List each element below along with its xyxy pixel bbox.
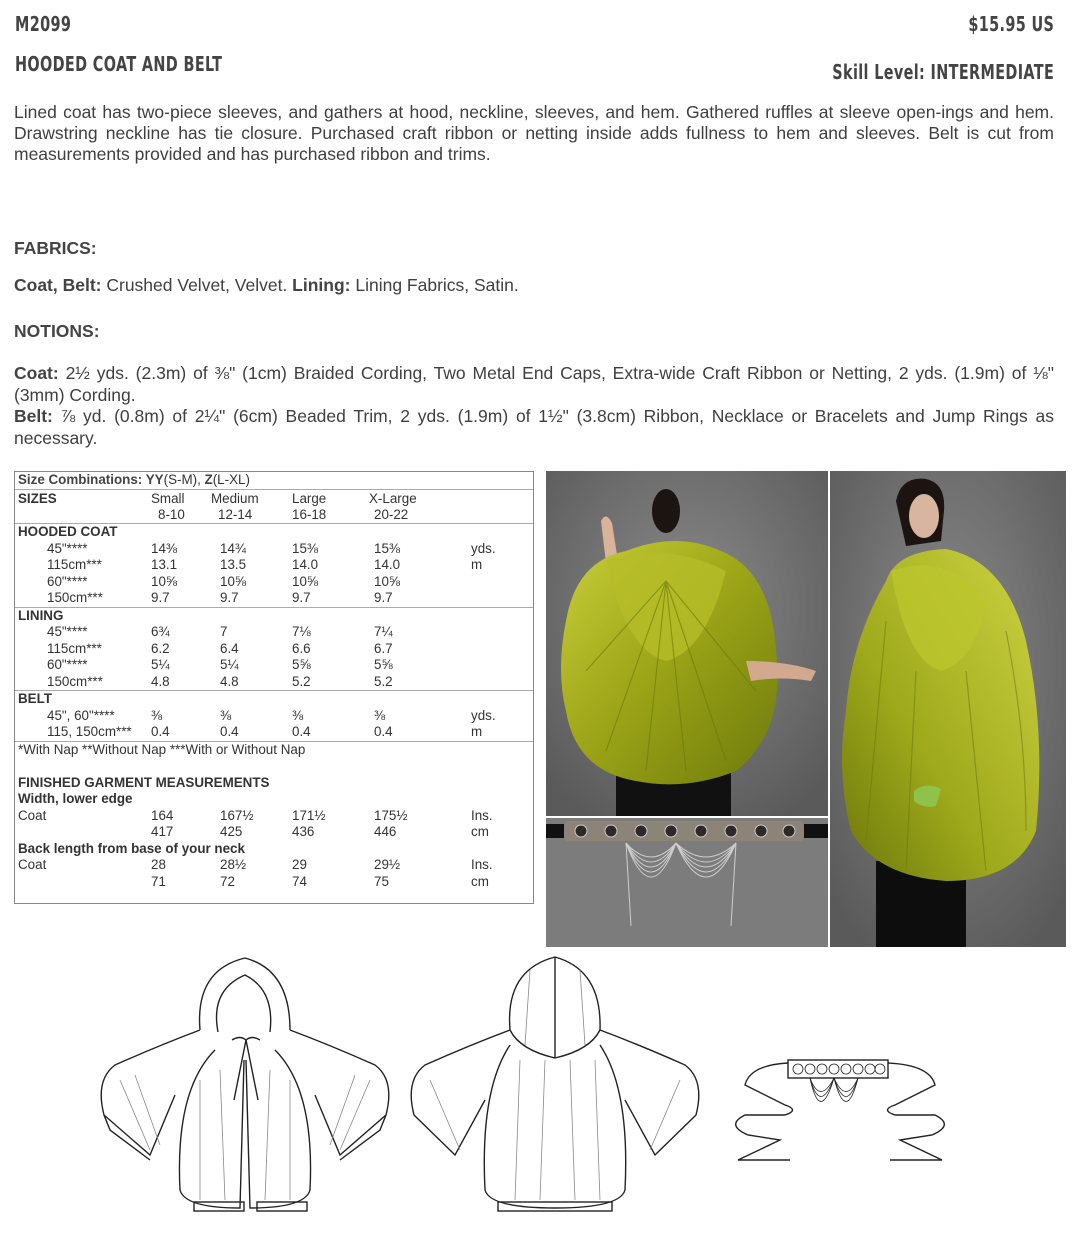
yardage-value: 4.8 xyxy=(151,673,170,689)
yardage-value: 6.6 xyxy=(292,640,311,656)
photo-front-view xyxy=(830,471,1066,947)
photo-back-view xyxy=(546,471,828,816)
yardage-value: 15⅜ xyxy=(292,540,319,556)
yardage-value: 0.4 xyxy=(220,724,239,739)
size-name: Small xyxy=(151,491,185,506)
yardage-row xyxy=(15,724,533,740)
measurement-value: 175½ xyxy=(374,807,408,823)
yardage-value: 0.4 xyxy=(292,724,311,739)
measurement-group-title: Width, lower edge xyxy=(18,791,133,806)
fabrics-text xyxy=(14,275,519,296)
section-title: BELT xyxy=(18,691,52,706)
section-title: LINING xyxy=(18,607,64,623)
unit: m xyxy=(471,557,483,572)
unit: yds. xyxy=(471,540,496,556)
measurement-value: 75 xyxy=(374,873,389,889)
size-name: Large xyxy=(292,491,327,506)
yardage-value: 9.7 xyxy=(220,590,239,605)
unit: Ins. xyxy=(471,857,493,872)
measurement-value: 28 xyxy=(151,857,166,872)
yardage-value: 14¾ xyxy=(220,540,247,556)
measurement-value: 29 xyxy=(292,857,307,872)
measurement-value: 164 xyxy=(151,807,174,823)
fabric-width: 60"**** xyxy=(47,573,88,589)
yardage-value: 0.4 xyxy=(374,724,393,739)
technical-drawings xyxy=(0,950,1080,1229)
yardage-value: 5¼ xyxy=(151,657,170,672)
measurement-value: 28½ xyxy=(220,857,247,872)
yardage-value: 14.0 xyxy=(374,557,401,572)
fabric-width: 45"**** xyxy=(47,540,88,556)
sizes-range-row xyxy=(15,507,533,523)
section-title-row xyxy=(15,524,533,540)
fabric-width: 150cm*** xyxy=(47,590,103,605)
measurement-row xyxy=(15,808,533,824)
yardage-value: 7⅛ xyxy=(292,624,311,639)
yardage-value: ⅜ xyxy=(292,707,304,723)
section-title-row xyxy=(15,608,533,624)
yardage-value: 5⅝ xyxy=(292,657,311,672)
yardage-value: 10⅝ xyxy=(374,573,401,589)
yardage-value: 15⅜ xyxy=(374,540,401,556)
yardage-value: 6¾ xyxy=(151,624,170,639)
yardage-row xyxy=(15,557,533,573)
measurement-group-title: Back length from base of your neck xyxy=(18,840,245,856)
notions-belt-label: Belt: xyxy=(14,406,53,426)
combo-yy: YY xyxy=(145,472,164,487)
yardage-value: 6.2 xyxy=(151,640,170,656)
notions-coat-text: 2½ yds. (2.3m) of ⅜" (1cm) Braided Cording, Two Metal End Caps, Extra-wide Craft Ribbon or Netting, 2 yds. (1.9m) of ⅛" (3mm) Cording. xyxy=(14,363,1054,405)
yardage-value: 10⅝ xyxy=(220,573,247,589)
fabric-width: 115, 150cm*** xyxy=(47,724,132,739)
yardage-value: ⅜ xyxy=(374,707,386,723)
notions-belt xyxy=(14,406,1054,449)
yardage-row xyxy=(15,641,533,657)
size-range: 8-10 xyxy=(158,507,185,522)
size-name: X-Large xyxy=(369,491,417,506)
measurement-row xyxy=(15,857,533,873)
fabrics-lining-text: Lining Fabrics, Satin. xyxy=(350,275,519,295)
yardage-row xyxy=(15,624,533,640)
yardage-value: 0.4 xyxy=(151,724,170,739)
size-range: 20-22 xyxy=(374,507,409,522)
pattern-title: HOODED COAT AND BELT xyxy=(15,52,223,76)
drawing-back-view xyxy=(411,957,699,1211)
description: Lined coat has two-piece sleeves, and gathers at hood, neckline, sleeves, and hem. Gathered ruffles at sleeve open-ings and hem. Drawstring neckline has tie closure. Purchased craft ribbon or netting inside adds fullness to hem and sleeves. Belt is cut from measurements provided and has purchased ribbon and trims. xyxy=(14,102,1054,164)
size-combinations-text xyxy=(18,472,250,488)
sizes-label: SIZES xyxy=(18,491,57,506)
yardage-value: 13.1 xyxy=(151,557,178,572)
sizes-header-row xyxy=(15,491,533,507)
fabrics-coat-belt-label: Coat, Belt: xyxy=(14,275,102,295)
yardage-row xyxy=(15,590,533,606)
measurement-row xyxy=(15,874,533,890)
fabrics-coat-belt-text: Crushed Velvet, Velvet. xyxy=(101,275,293,295)
garment-label: Coat xyxy=(18,807,47,823)
size-range: 12-14 xyxy=(218,507,253,522)
fabric-width: 115cm*** xyxy=(47,640,102,656)
unit: cm xyxy=(471,873,489,889)
yardage-value: 13.5 xyxy=(220,557,247,572)
combo-z-range: (L-XL) xyxy=(212,472,250,487)
combo-label: Size Combinations: xyxy=(18,472,146,487)
combo-yy-range: (S-M), xyxy=(163,472,205,487)
yardage-value: 9.7 xyxy=(374,590,393,605)
unit: yds. xyxy=(471,707,496,723)
yardage-value: 6.4 xyxy=(220,640,239,656)
yardage-value: 9.7 xyxy=(151,590,170,605)
notions-coat xyxy=(14,363,1054,406)
price: $15.95 US xyxy=(968,12,1054,36)
measurement-value: 425 xyxy=(220,824,243,839)
unit: cm xyxy=(471,824,489,839)
unit: m xyxy=(471,724,483,739)
drawing-front-view xyxy=(101,958,389,1211)
section-title-row xyxy=(15,691,533,707)
fabrics-lining-label: Lining: xyxy=(292,275,351,295)
yardage-value: 5.2 xyxy=(292,673,311,689)
yardage-value: 10⅝ xyxy=(151,573,178,589)
measurement-group-title-row xyxy=(15,791,533,807)
nap-note xyxy=(15,742,533,758)
nap-note-text: *With Nap **Without Nap ***With or Without Nap xyxy=(18,741,306,757)
divider xyxy=(15,489,533,490)
measurement-value: 167½ xyxy=(220,807,254,823)
yardage-value: 14.0 xyxy=(292,557,319,572)
yardage-value: ⅜ xyxy=(151,707,163,723)
measurement-value: 417 xyxy=(151,824,174,839)
yardage-value: 6.7 xyxy=(374,640,393,656)
measurement-value: 436 xyxy=(292,824,315,839)
fabrics-heading: FABRICS: xyxy=(14,238,97,258)
fabric-width: 45", 60"**** xyxy=(47,707,115,723)
fabric-width: 115cm*** xyxy=(47,557,102,572)
yardage-value: 14⅜ xyxy=(151,540,178,556)
yardage-row xyxy=(15,657,533,673)
yardage-value: 5⅝ xyxy=(374,657,393,672)
measurement-group-title-row xyxy=(15,841,533,857)
fabric-width: 60"**** xyxy=(47,657,88,672)
measurement-row xyxy=(15,824,533,840)
pattern-number: M2099 xyxy=(15,12,72,36)
section-title: HOODED COAT xyxy=(18,524,118,539)
size-name: Medium xyxy=(211,491,259,506)
notions-heading: NOTIONS: xyxy=(14,321,100,341)
measurement-value: 72 xyxy=(220,873,235,889)
fabric-width: 45"**** xyxy=(47,624,88,639)
size-chart xyxy=(14,471,534,904)
yardage-value: 5.2 xyxy=(374,673,393,689)
yardage-value: ⅜ xyxy=(220,707,232,723)
yardage-row xyxy=(15,674,533,690)
fabric-width: 150cm*** xyxy=(47,673,103,689)
yardage-value: 7¼ xyxy=(374,624,393,639)
notions-text xyxy=(14,363,1054,449)
yardage-row xyxy=(15,708,533,724)
size-range: 16-18 xyxy=(292,507,327,522)
skill-level: Skill Level: INTERMEDIATE xyxy=(832,60,1054,84)
photo-belt xyxy=(546,818,828,947)
notions-belt-text: ⅞ yd. (0.8m) of 2¼" (6cm) Beaded Trim, 2 yds. (1.9m) of 1½" (3.8cm) Ribbon, Necklace or Bracelets and Jump Rings as necessary. xyxy=(14,406,1054,448)
yardage-value: 5¼ xyxy=(220,657,239,672)
yardage-value: 9.7 xyxy=(292,590,311,605)
yardage-row xyxy=(15,574,533,590)
size-combinations xyxy=(15,472,533,488)
measurement-value: 446 xyxy=(374,824,397,839)
measurement-value: 74 xyxy=(292,873,307,889)
measurement-value: 29½ xyxy=(374,857,401,872)
combo-z: Z xyxy=(204,472,213,487)
finished-title: FINISHED GARMENT MEASUREMENTS xyxy=(18,774,270,790)
notions-coat-label: Coat: xyxy=(14,363,59,383)
yardage-row xyxy=(15,541,533,557)
unit: Ins. xyxy=(471,807,493,823)
finished-title-row xyxy=(15,775,533,791)
yardage-value: 7 xyxy=(220,624,228,639)
yardage-value: 10⅝ xyxy=(292,573,319,589)
measurement-value: 171½ xyxy=(292,807,326,823)
garment-label: Coat xyxy=(18,857,47,872)
measurement-value: 71 xyxy=(151,873,166,889)
photo-panel xyxy=(546,471,1066,947)
yardage-value: 4.8 xyxy=(220,673,239,689)
drawing-belt xyxy=(736,1060,945,1160)
